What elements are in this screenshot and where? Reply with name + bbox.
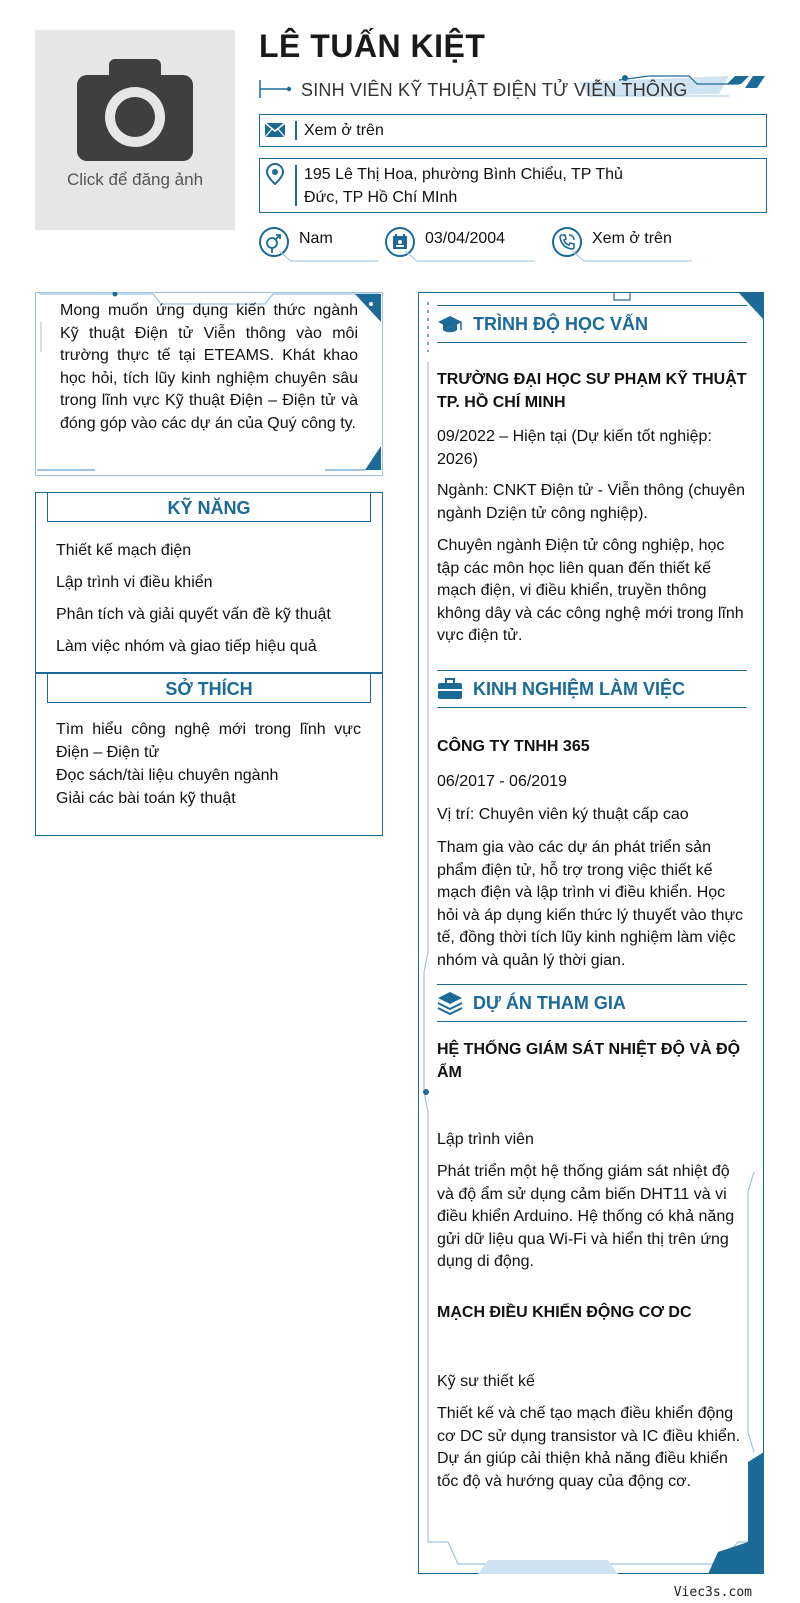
experience-description: Tham gia vào các dự án phát triển sản phẩm điện tử, hỗ trợ trong việc thiết kế mạch điện và lập trình vi điều khiển. Học hỏi và áp dụng kiến thức lý thuyết vào thực tế, đồng thời tích lũy kinh nghiệm làm việc nhóm và quản lý thời gian.: [437, 839, 744, 969]
divider: [295, 165, 297, 206]
projects-section-header: [437, 984, 747, 1022]
project-name: MẠCH ĐIỀU KHIỂN ĐỘNG CƠ DC: [437, 1304, 692, 1321]
project-description: Thiết kế và chế tạo mạch điều khiển động cơ DC sử dụng transistor và IC điều khiển. Dự án giúp cải thiện khả năng điều khiển tốc độ và hướng quay của động cơ.: [437, 1405, 741, 1490]
job-title: SINH VIÊN KỸ THUẬT ĐIỆN TỬ VIỄN THÔNG: [301, 80, 688, 100]
photo-caption: Click để đăng ảnh: [66, 170, 204, 189]
career-objective: [35, 292, 383, 476]
birthday-value: 03/04/2004: [425, 230, 506, 247]
experience-period: 06/2017 - 06/2019: [437, 773, 567, 790]
camera-icon: [75, 55, 195, 165]
address-value: 195 Lê Thị Hoa, phường Bình Chiểu, TP Thủ Đức, TP Hồ Chí MInh: [304, 166, 623, 206]
skill-item: Phân tích và giải quyết vấn đề kỹ thuật: [56, 606, 331, 623]
address-field: [259, 158, 767, 213]
hobby-item: Giải các bài toán kỹ thuật: [56, 790, 236, 807]
briefcase-icon: [437, 676, 463, 702]
hobbies-section: [35, 673, 383, 836]
education-heading: TRÌNH ĐỘ HỌC VẤN: [473, 314, 648, 334]
skills-heading: KỸ NĂNG: [47, 493, 371, 522]
photo-upload[interactable]: [35, 30, 235, 230]
skills-section: [35, 492, 383, 673]
skill-item: Làm việc nhóm và giao tiếp hiệu quả: [56, 638, 317, 655]
project-name: HỆ THỐNG GIÁM SÁT NHIỆT ĐỘ VÀ ĐỘ ẨM: [437, 1041, 741, 1081]
email-value: Xem ở trên: [304, 122, 384, 139]
phone-value: Xem ở trên: [592, 230, 672, 247]
watermark: Viec3s.com: [673, 1585, 752, 1600]
layers-icon: [437, 990, 463, 1016]
education-major: Ngành: CNKT Điện tử - Viễn thông (chuyên ngành Dziện tử công nghiệp).: [437, 482, 746, 522]
projects-heading: DỰ ÁN THAM GIA: [473, 993, 626, 1013]
project-role: Kỹ sư thiết kế: [437, 1373, 535, 1390]
project-role: Lập trình viên: [437, 1131, 534, 1148]
school-name: TRƯỜNG ĐẠI HỌC SƯ PHẠM KỸ THUẬT TP. HỒ CHÍ MINH: [437, 371, 747, 411]
gender-value: Nam: [299, 230, 333, 247]
skill-item: Lập trình vi điều khiển: [56, 574, 213, 591]
underline-decoration: [572, 251, 692, 263]
email-field: [259, 114, 767, 147]
hobbies-heading: SỞ THÍCH: [47, 674, 371, 703]
education-section-header: [437, 305, 747, 343]
education-period: 09/2022 – Hiện tại (Dự kiến tốt nghiệp: 2026): [437, 428, 712, 468]
graduation-cap-icon: [437, 311, 463, 337]
candidate-name: LÊ TUẤN KIỆT: [259, 28, 486, 64]
project-description: Phát triển một hệ thống giám sát nhiệt độ và độ ẩm sử dụng cảm biến DHT11 và vi điều khiển Arduino. Hệ thống có khả năng gửi dữ liệu qua Wi-Fi và hiển thị trên ứng dụng di động.: [437, 1163, 735, 1270]
experience-position: Vị trí: Chuyên viên ký thuật cấp cao: [437, 806, 689, 823]
experience-heading: KINH NGHIỆM LÀM VIỆC: [473, 679, 686, 699]
company-name: CÔNG TY TNHH 365: [437, 738, 590, 755]
location-pin-icon: [264, 163, 286, 185]
underline-decoration: [405, 251, 535, 263]
hobby-item: Tìm hiểu công nghệ mới trong lĩnh vực Điện – Điện tử: [56, 721, 361, 761]
objective-text: Mong muốn ứng dụng kiến thức ngành Kỹ thuật Điện tử Viễn thông vào môi trường thực tế tại ETEAMS. Khát khao học hỏi, tích lũy kinh nghiệm chuyên sâu trong lĩnh vực Kỹ thuật Điện – Điện tử và đóng góp vào các dự án của Quý công ty.: [60, 302, 358, 432]
underline-decoration: [279, 251, 379, 263]
hobby-item: Đọc sách/tài liệu chuyên ngành: [56, 767, 279, 784]
envelope-icon: [264, 119, 286, 141]
experience-section-header: [437, 670, 747, 708]
divider: [295, 121, 297, 140]
education-description: Chuyên ngành Điện tử công nghiệp, học tập các môn học liên quan đến thiết kế mạch điện, vi điều khiển, truyền thông không dây và các công nghệ mới trong lĩnh vực điện tử.: [437, 537, 744, 644]
skill-item: Thiết kế mạch điện: [56, 542, 192, 559]
